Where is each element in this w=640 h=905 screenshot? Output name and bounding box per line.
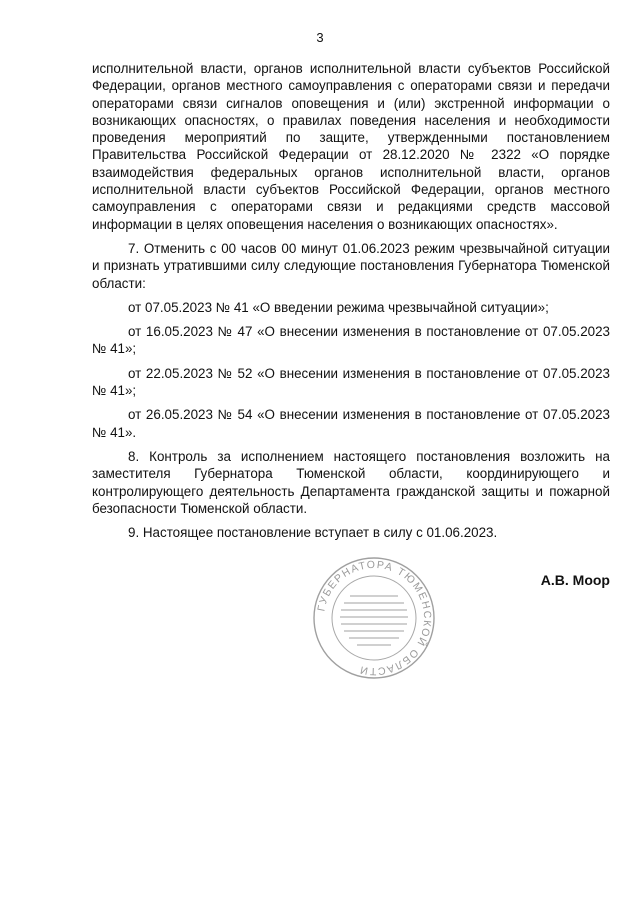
paragraph-9: 9. Настоящее постановление вступает в силу с 01.06.2023. (128, 525, 498, 541)
seal-ring-text: ГУБЕРНАТОРА ТЮМЕНСКОЙ ОБЛАСТИ (315, 558, 434, 678)
list-item-resolution-41: от 07.05.2023 № 41 «О введении режима чрезвычайной ситуации»; (128, 299, 549, 315)
list-item-resolution-54: от 26.05.2023 № 54 «О внесении изменения в постановление от 07.05.2023 № 41». (92, 407, 610, 440)
list-item-resolution-52: от 22.05.2023 № 52 «О внесении изменения в постановление от 07.05.2023 № 41»; (92, 365, 610, 399)
paragraph-8: 8. Контроль за исполнением настоящего постановления возложить на заместителя Губернатора Тюменской области, координирующего и контролирующего деятельность Департамента гражданской защиты и пожарной безопасности Тюменской области. (92, 448, 610, 516)
signature-name: А.В. Моор (540, 572, 610, 588)
list-item-resolution-47: от 16.05.2023 № 47 «О внесении изменения в постановление от 07.05.2023 № 41»; (92, 324, 610, 357)
official-seal-stamp (312, 556, 436, 680)
seal-inner-ring (332, 576, 416, 660)
seal-center-lines (340, 596, 408, 645)
paragraph-continuation: исполнительной власти, органов исполнительной власти субъектов Российской Федерации, органов местного самоуправления с операторами связи и передачи операторами связи сигналов оповещения и (или) экстренной информации о возникающих опасностях, о правилах поведения населения и необходимости проведения мероприятий по защите, утвержденными постановлением Правительства Российской Федерации от 28.12.2020 № 2322 «О порядке взаимодействия федеральных органов исполнительной власти, органов исполнительной власти субъектов Российской Федерации, органов местного самоуправления с операторами связи и редакциями средств массовой информации в целях оповещения населения о возникающих опасностях». (92, 61, 610, 232)
document-body (92, 60, 610, 541)
page-number: 3 (316, 30, 324, 45)
paragraph-7: 7. Отменить с 00 часов 00 минут 01.06.2023 режим чрезвычайной ситуации и признать утратившими силу следующие постановления Губернатора Тюменской области: (92, 240, 610, 291)
